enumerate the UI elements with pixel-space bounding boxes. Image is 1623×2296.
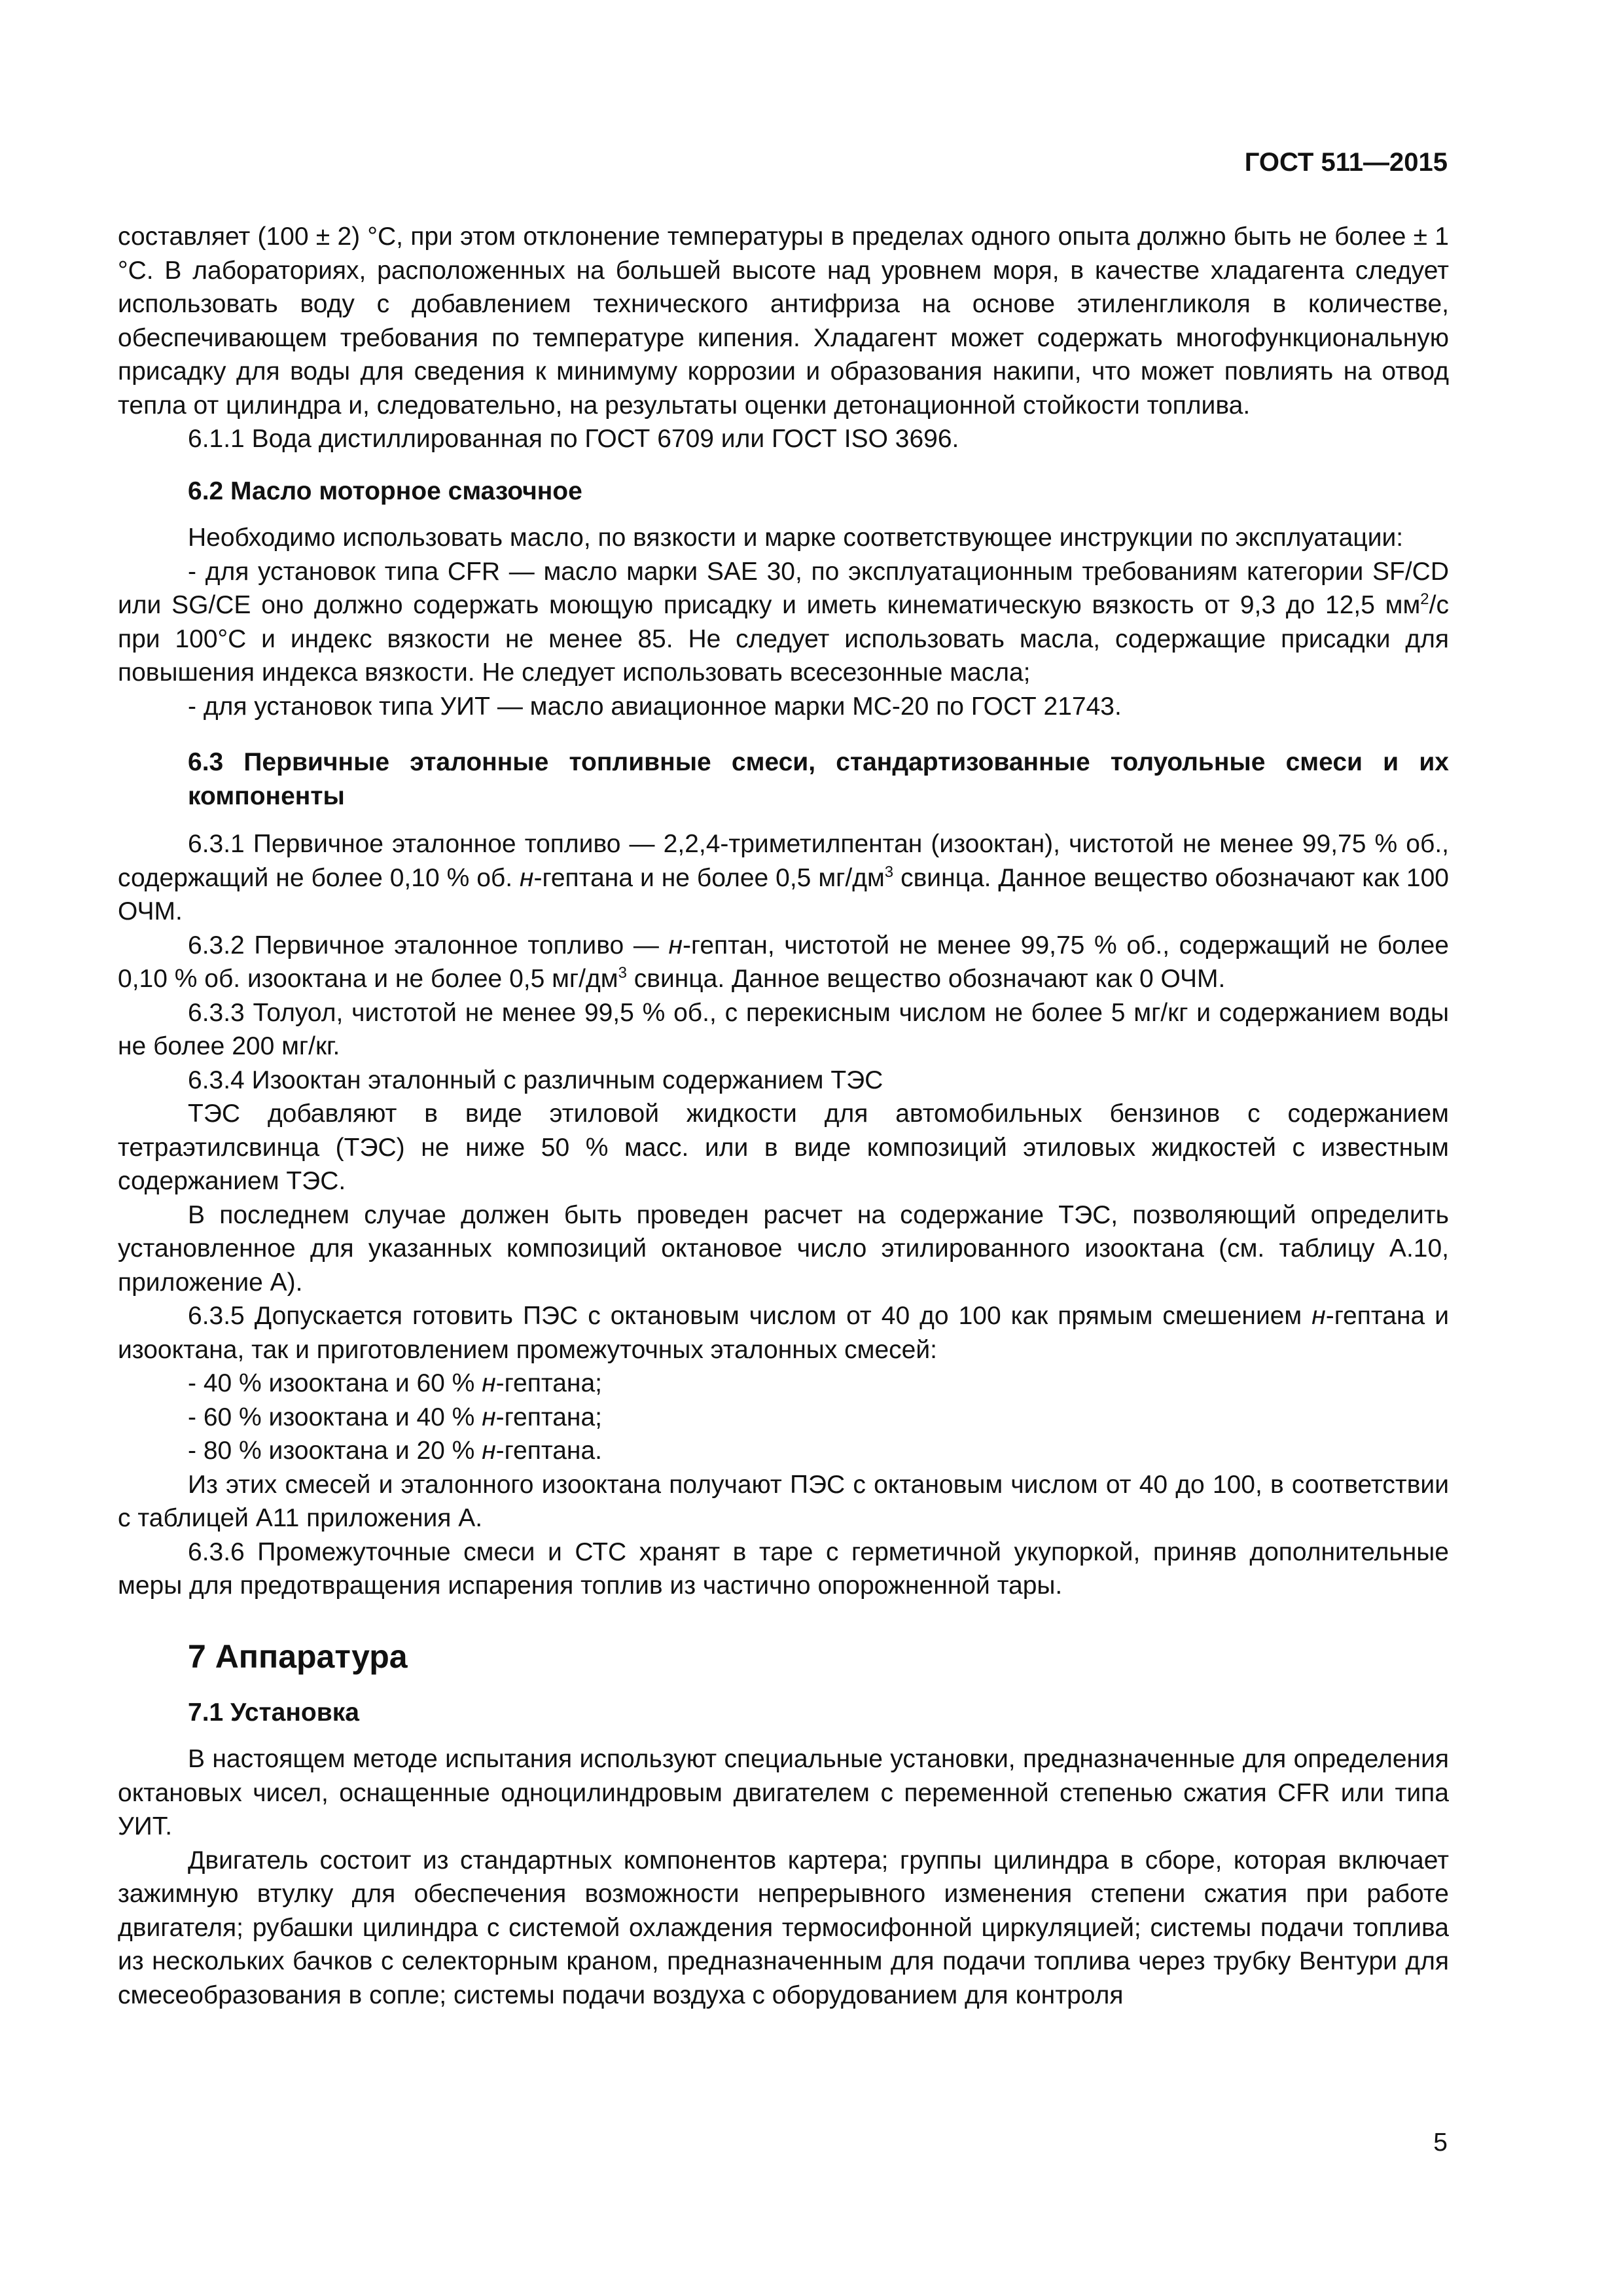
heading-6-3: 6.3 Первичные эталонные топливные смеси, стандартизованные толуольные смеси и их компоненты: [188, 748, 1449, 810]
document-body: [118, 220, 1449, 2012]
paragraph-6-2-c: - для установок типа УИТ — масло авиационное марки МС-20 по ГОСТ 21743.: [188, 692, 1122, 721]
paragraph-6-3-1: 6.3.1 Первичное эталонное топливо — 2,2,4-триметилпентан (изооктан), чистотой не менее 99,75 % об., содержащий не более 0,10 % об. н-гептана и не более 0,5 $мг/дм^3$ свинца. Данное вещество обозначают как 100 ОЧМ.: [118, 830, 1449, 925]
paragraph-6-3-6: 6.3.6 Промежуточные смеси и СТС хранят в таре с герметичной укупоркой, приняв дополнительные меры для предотвращения испарения топлив из частично опорожненной тары.: [118, 1537, 1449, 1600]
paragraph-6-3-4-b: В последнем случае должен быть проведен расчет на содержание ТЭС, позволяющий определить установленное для указанных композиций октановое число этилированного изооктана (см. таблицу А.10, приложение А).: [118, 1200, 1449, 1297]
document-code-header: ГОСТ 511—2015: [1244, 148, 1448, 177]
paragraph-6-2-a: Необходимо использовать масло, по вязкости и марке соответствующее инструкции по эксплуатации:: [188, 524, 1404, 552]
paragraph-7-1-b: Двигатель состоит из стандартных компонентов картера; группы цилиндра в сборе, которая включает зажимную втулку для обеспечения возможности непрерывного изменения степени сжатия при работе двигателя; рубашки цилиндра с системой охлаждения термосифонной циркуляцией; системы подачи топлива из нескольких бачков с селекторным краном, предназначенным для подачи топлива через трубку Вентури для смесеобразования в сопле; системы подачи воздуха с оборудованием для контроля: [118, 1846, 1449, 2009]
paragraph-7-1-a: В настоящем методе испытания используют специальные установки, предназначенные для определения октановых чисел, оснащенные одноцилиндровым двигателем с переменной степенью сжатия CFR или типа УИТ.: [118, 1745, 1449, 1840]
paragraph-6-1-1: 6.1.1 Вода дистиллированная по ГОСТ 6709 или ГОСТ ISO 3696.: [188, 425, 959, 453]
paragraph-continuation: составляет (100 ± 2) °С, при этом отклонение температуры в пределах одного опыта должно быть не более ± 1 °С. В лабораториях, расположенных на большей высоте над уровнем моря, в качестве хладагента следует использовать воду с добавлением технического антифриза на основе этиленгликоля в количестве, обеспечивающем требования по температуре кипения. Хладагент может содержать многофункциональную присадку для воды для сведения к минимуму коррозии и образования накипи, что может повлиять на отвод тепла от цилиндра и, следовательно, на результаты оценки детонационной стойкости топлива.: [118, 223, 1449, 420]
list-item: - 40 % изооктана и 60 % н-гептана;: [188, 1369, 602, 1397]
list-item: - 60 % изооктана и 40 % н-гептана;: [188, 1403, 602, 1431]
heading-7-1: 7.1 Установка: [188, 1698, 359, 1727]
page-number: 5: [1433, 2128, 1448, 2157]
paragraph-6-3-4: 6.3.4 Изооктан эталонный с различным содержанием ТЭС: [188, 1066, 883, 1094]
list-item: - 80 % изооктана и 20 % н-гептана.: [188, 1437, 602, 1465]
paragraph-6-2-b: - для установок типа CFR — масло марки SAE 30, по эксплуатационным требованиям категории SF/CD или SG/CE оно должно содержать моющую присадку и иметь кинематическую вязкость от 9,3 до 12,5 $мм^2/с$ при 100°С и индекс вязкости не менее 85. Не следует использовать масла, содержащие присадки для повышения индекса вязкости. Не следует использовать всесезонные масла;: [118, 557, 1449, 687]
heading-7: 7 Аппаратура: [188, 1638, 408, 1675]
paragraph-6-3-5-b: Из этих смесей и эталонного изооктана получают ПЭС с октановым числом от 40 до 100, в соответствии с таблицей А11 приложения А.: [118, 1470, 1449, 1532]
paragraph-6-3-5: 6.3.5 Допускается готовить ПЭС с октановым числом от 40 до 100 как прямым смешением н-гептана и изооктана, так и приготовлением промежуточных эталонных смесей:: [118, 1302, 1449, 1364]
heading-6-2: 6.2 Масло моторное смазочное: [188, 476, 582, 505]
paragraph-6-3-3: 6.3.3 Толуол, чистотой не менее 99,5 % об., с перекисным числом не более 5 мг/кг и содержанием воды не более 200 мг/кг.: [118, 998, 1449, 1060]
paragraph-6-3-4-a: ТЭС добавляют в виде этиловой жидкости для автомобильных бензинов с содержанием тетраэтилсвинца (ТЭС) не ниже 50 % масс. или в виде композиций этиловых жидкостей с известным содержанием ТЭС.: [118, 1100, 1449, 1195]
paragraph-6-3-2: 6.3.2 Первичное эталонное топливо — н-гептан, чистотой не менее 99,75 % об., содержащий не более 0,10 % об. изооктана и не более 0,5 $мг/дм^3$ свинца. Данное вещество обозначают как 0 ОЧМ.: [118, 931, 1450, 993]
